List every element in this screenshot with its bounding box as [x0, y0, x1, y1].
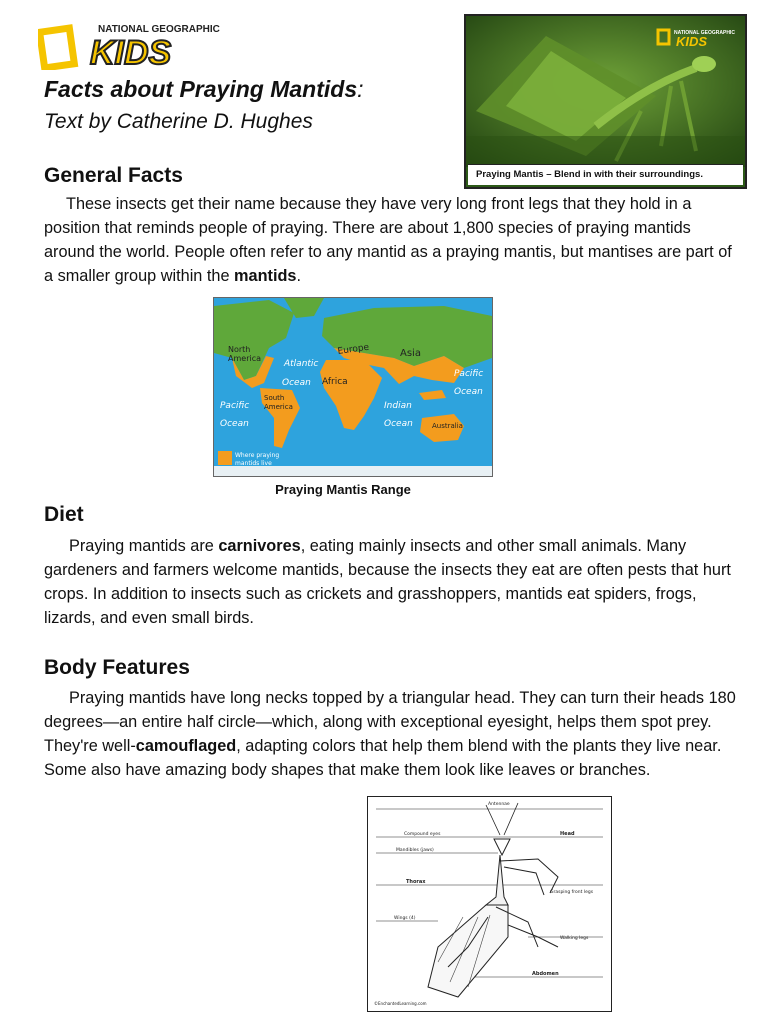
logo-brand-top: NATIONAL GEOGRAPHIC — [98, 24, 220, 35]
diagram-label-head: Head — [560, 831, 575, 837]
badge-top: NATIONAL GEOGRAPHIC — [674, 30, 735, 36]
nat-geo-kids-logo — [38, 18, 238, 70]
map-label-pacific-left: Pacific — [220, 401, 250, 411]
body-features-heading: Body Features — [44, 656, 190, 679]
map-label-indian: Indian — [384, 401, 412, 411]
map-label-asia: Asia — [400, 348, 421, 359]
diagram-label-thorax: Thorax — [406, 879, 426, 885]
diagram-label-grasping-legs: Grasping front legs — [550, 890, 594, 895]
map-label-pacific-left-ocean: Ocean — [220, 419, 249, 429]
map-label-south: South — [264, 394, 285, 402]
carnivores-term: carnivores — [218, 537, 301, 555]
diet-heading: Diet — [44, 503, 84, 526]
body-features-text: Praying mantids have long necks topped by a triangular head. They can turn their heads 180 degrees—an entire half circle—which, along with exceptional eyesight, helps them spot prey. They're well-camouflaged, adapting colors that help them blend with the plants they live near. Some also have amazing body shapes that make them look like leaves or branches. — [44, 689, 736, 779]
map-label-australia: Australia — [432, 422, 463, 430]
range-map — [213, 297, 493, 477]
map-label-atlantic-ocean: Ocean — [282, 378, 311, 388]
mantids-term: mantids — [234, 267, 297, 285]
map-label-north: North — [228, 345, 251, 354]
logo-brand-main: KIDS — [90, 34, 172, 70]
general-facts-heading: General Facts — [44, 164, 183, 187]
badge-main: KIDS — [676, 34, 708, 48]
map-legend-line1: Where praying — [235, 452, 280, 459]
map-label-south-america: America — [264, 403, 293, 411]
diagram-credit: ©EnchantedLearning.com — [374, 1001, 427, 1006]
photo-caption: Praying Mantis – Blend in with their surroundings. — [468, 164, 743, 185]
author-line: Text by Catherine D. Hughes — [44, 110, 313, 133]
page-title: Facts about Praying Mantids: — [44, 76, 364, 102]
diagram-label-compound-eyes: Compound eyes — [404, 832, 441, 837]
map-label-indian-ocean: Ocean — [384, 419, 413, 429]
map-label-america: America — [228, 354, 261, 363]
map-label-europe: Europe — [337, 342, 370, 357]
diagram-label-mandibles: Mandibles (jaws) — [396, 848, 434, 853]
mantis-anatomy-diagram — [367, 796, 612, 1012]
map-caption: Praying Mantis Range — [275, 482, 411, 497]
diagram-label-abdomen: Abdomen — [532, 971, 559, 977]
map-label-pacific-right-ocean: Ocean — [454, 387, 483, 397]
title-colon: : — [357, 76, 364, 102]
diagram-label-wings: Wings (4) — [394, 916, 416, 921]
mantis-photo — [464, 14, 747, 189]
diet-text: Praying mantids are carnivores, eating mainly insects and other small animals. Many gardeners and farmers welcome mantids, because the insects they eat are often pests that hurt crops. In addition to insects such as crickets and grasshoppers, mantids eat spiders, frogs, lizards, and even small birds. — [44, 537, 731, 627]
diagram-label-antennae: Antennae — [488, 802, 510, 807]
map-label-africa: Africa — [322, 377, 348, 387]
camouflaged-term: camouflaged — [135, 737, 237, 755]
map-label-atlantic: Atlantic — [284, 359, 319, 369]
general-facts-text: These insects get their name because they have very long front legs that they hold in a position that reminds people of praying. There are about 1,800 species of praying mantids around the world. People often refer to any mantid as a praying mantis, but mantises are part of a smaller group within the mantids. — [44, 195, 732, 285]
diagram-label-walking-legs: Walking legs — [560, 936, 589, 941]
map-legend-line2: mantids live — [235, 460, 272, 467]
map-label-pacific-right: Pacific — [454, 369, 484, 379]
photo-badge — [656, 26, 736, 48]
